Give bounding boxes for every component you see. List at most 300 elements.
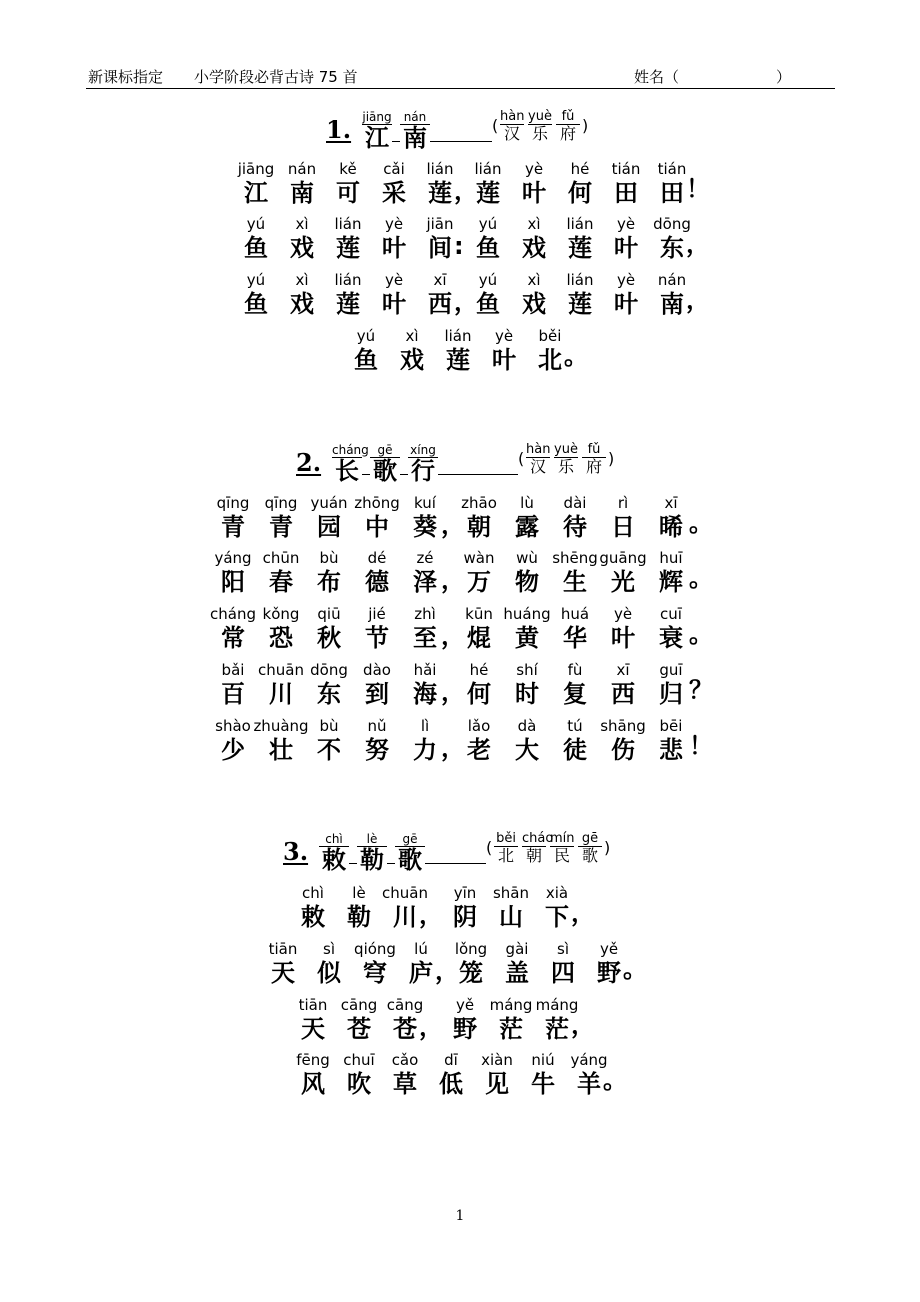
verse-hanzi: 黄 xyxy=(515,624,539,652)
title-dash xyxy=(438,474,518,475)
author-hanzi: 民 xyxy=(550,846,574,865)
title-hanzi: 歌 xyxy=(395,846,425,873)
verse-hanzi: 羊 xyxy=(577,1070,601,1098)
page-header xyxy=(86,64,835,89)
verse-pinyin: yīn xyxy=(453,884,477,902)
verse-hanzi: 泽 xyxy=(413,568,437,596)
verse-hanzi: 何 xyxy=(568,179,592,207)
author-paren-open: ( xyxy=(486,838,493,857)
verse-hanzi: 庐 xyxy=(409,959,433,987)
verse-pinyin: kě xyxy=(339,160,357,178)
verse-pinyin: yě xyxy=(455,996,475,1014)
verse-hanzi: 鱼 xyxy=(244,290,268,318)
verse-pinyin: cǎi xyxy=(383,160,405,178)
verse-pinyin: dōng xyxy=(653,215,691,233)
verse-hanzi: 戏 xyxy=(290,290,314,318)
verse-pinyin: tiān xyxy=(298,996,328,1014)
verse-pinyin: guī xyxy=(659,661,683,679)
verse-pinyin: xì xyxy=(295,215,309,233)
verse-pinyin: dé xyxy=(367,549,387,567)
verse-pinyin: zhì xyxy=(414,605,436,623)
verse-pinyin: lián xyxy=(426,160,454,178)
verse-hanzi: 戏 xyxy=(522,290,546,318)
poem-line xyxy=(205,717,713,764)
author-char xyxy=(556,110,580,143)
verse-pinyin: chuān xyxy=(382,884,428,902)
verse-hanzi: 秋 xyxy=(317,624,341,652)
title-pinyin: xíng xyxy=(410,443,436,457)
verse-pinyin: lè xyxy=(352,884,366,902)
verse-end-punct: 。 xyxy=(689,620,713,648)
verse-hanzi: 德 xyxy=(365,568,389,596)
verse-pinyin: xià xyxy=(545,884,569,902)
author-paren-open: ( xyxy=(492,116,499,135)
verse-mid-punct: ， xyxy=(441,566,465,594)
verse-pinyin: fēng xyxy=(296,1051,330,1069)
verse-hanzi: 勒 xyxy=(347,903,371,931)
verse-pinyin: hé xyxy=(570,160,590,178)
verse-pinyin: yú xyxy=(246,271,266,289)
verse-hanzi: 悲 xyxy=(659,736,683,764)
verse-hanzi: 北 xyxy=(538,346,562,374)
poem-author xyxy=(518,443,628,479)
author-char xyxy=(522,831,554,865)
author-paren-close: ) xyxy=(608,449,615,468)
verse-hanzi: 万 xyxy=(467,568,491,596)
verse-mid-punct: ， xyxy=(435,957,459,985)
verse-pinyin: hǎi xyxy=(413,661,437,679)
verse-pinyin: běi xyxy=(538,327,562,345)
verse-pinyin: zhuàng xyxy=(253,717,309,735)
verse-pinyin: bù xyxy=(319,717,339,735)
verse-hanzi: 东 xyxy=(660,234,684,262)
verse-hanzi: 盖 xyxy=(505,959,529,987)
verse-pinyin: shí xyxy=(516,661,538,679)
verse-pinyin: yè xyxy=(384,215,404,233)
poem-line xyxy=(205,549,713,596)
verse-pinyin: jiāng xyxy=(237,160,275,178)
verse-hanzi: 川 xyxy=(269,680,293,708)
verse-pinyin: huáng xyxy=(503,605,551,623)
verse-pinyin: bēi xyxy=(659,717,683,735)
title-hanzi: 敕 xyxy=(319,846,349,873)
title-char xyxy=(319,832,349,873)
verse-hanzi: 辉 xyxy=(659,568,683,596)
verse-end-punct: ， xyxy=(571,1011,595,1039)
verse-pinyin: lǎo xyxy=(467,717,491,735)
verse-mid-punct: ， xyxy=(441,511,465,539)
title-dash xyxy=(425,863,486,864)
verse-pinyin: tián xyxy=(611,160,641,178)
verse-hanzi: 田 xyxy=(614,179,638,207)
verse-hanzi: 衰 xyxy=(659,624,683,652)
verse-hanzi: 穹 xyxy=(363,959,387,987)
verse-hanzi: 西 xyxy=(428,290,452,318)
verse-hanzi: 茫 xyxy=(545,1015,569,1043)
verse-hanzi: 少 xyxy=(221,736,245,764)
title-pinyin: gē xyxy=(402,832,418,846)
verse-pinyin: xī xyxy=(433,271,447,289)
poem-line xyxy=(338,327,818,373)
verse-hanzi: 徒 xyxy=(563,736,587,764)
verse-pinyin: cǎo xyxy=(391,1051,419,1069)
title-pinyin: nán xyxy=(403,110,427,124)
verse-pinyin: qīng xyxy=(216,494,250,512)
verse-pinyin: sì xyxy=(557,940,569,958)
author-pinyin: hàn xyxy=(526,442,551,457)
poem-line xyxy=(228,271,708,317)
verse-pinyin: hé xyxy=(469,661,489,679)
verse-pinyin: yè xyxy=(524,160,544,178)
verse-pinyin: bù xyxy=(319,549,339,567)
verse-pinyin: bǎi xyxy=(221,661,245,679)
title-hanzi: 歌 xyxy=(370,457,400,484)
verse-pinyin: dà xyxy=(517,717,537,735)
verse-mid-punct: ， xyxy=(441,622,465,650)
verse-pinyin: yuán xyxy=(310,494,348,512)
verse-hanzi: 朝 xyxy=(467,513,491,541)
verse-pinyin: qiū xyxy=(317,605,341,623)
verse-hanzi: 低 xyxy=(439,1070,463,1098)
verse-hanzi: 山 xyxy=(499,903,523,931)
verse-hanzi: 见 xyxy=(485,1070,509,1098)
author-char xyxy=(550,832,574,865)
verse-hanzi: 物 xyxy=(515,568,539,596)
verse-pinyin: zhōng xyxy=(354,494,400,512)
verse-hanzi: 江 xyxy=(244,179,268,207)
verse-hanzi: 鱼 xyxy=(354,346,378,374)
author-pinyin: mín xyxy=(550,831,575,846)
verse-pinyin: lù xyxy=(520,494,534,512)
verse-pinyin: yè xyxy=(613,605,633,623)
title-char xyxy=(362,110,392,151)
poem-line xyxy=(205,494,713,541)
poem-line xyxy=(228,215,708,261)
verse-pinyin: shāng xyxy=(600,717,646,735)
author-char xyxy=(554,443,578,476)
title-char xyxy=(400,110,430,151)
verse-pinyin: yè xyxy=(384,271,404,289)
verse-mid-punct: ， xyxy=(419,901,443,929)
verse-pinyin: chuān xyxy=(258,661,304,679)
verse-mid-punct: ， xyxy=(454,177,478,205)
verse-pinyin: lián xyxy=(566,271,594,289)
verse-hanzi: 华 xyxy=(563,624,587,652)
verse-pinyin: niú xyxy=(531,1051,555,1069)
verse-mid-punct: ， xyxy=(441,678,465,706)
verse-hanzi: 生 xyxy=(563,568,587,596)
poem-line xyxy=(205,605,713,652)
poem-author xyxy=(492,110,602,146)
poem-line xyxy=(255,940,735,986)
header-title: 小学阶段必背古诗 75 首 xyxy=(194,68,358,86)
title-connector xyxy=(387,863,395,864)
verse-hanzi: 似 xyxy=(317,959,341,987)
author-hanzi: 汉 xyxy=(526,457,550,476)
verse-pinyin: tiān xyxy=(268,940,298,958)
verse-pinyin: rì xyxy=(617,494,629,512)
verse-hanzi: 叶 xyxy=(611,624,635,652)
verse-hanzi: 敕 xyxy=(301,903,325,931)
title-pinyin: jiāng xyxy=(362,110,392,124)
verse-hanzi: 戏 xyxy=(290,234,314,262)
verse-pinyin: lú xyxy=(414,940,428,958)
verse-pinyin: sì xyxy=(323,940,335,958)
verse-hanzi: 莲 xyxy=(476,179,500,207)
verse-hanzi: 风 xyxy=(301,1070,325,1098)
verse-hanzi: 野 xyxy=(453,1015,477,1043)
title-hanzi: 南 xyxy=(400,124,430,151)
verse-hanzi: 叶 xyxy=(382,234,406,262)
verse-hanzi: 鱼 xyxy=(244,234,268,262)
title-dash xyxy=(430,141,492,142)
author-char xyxy=(578,832,602,865)
verse-hanzi: 叶 xyxy=(522,179,546,207)
author-pinyin: fǔ xyxy=(561,109,575,124)
author-pinyin: hàn xyxy=(500,109,525,124)
verse-end-punct: ， xyxy=(686,286,710,314)
author-char xyxy=(500,110,524,143)
author-hanzi: 府 xyxy=(556,124,580,143)
verse-hanzi: 大 xyxy=(515,736,539,764)
title-char xyxy=(395,832,425,873)
poem-number: 1. xyxy=(326,115,352,144)
author-paren-close: ) xyxy=(582,116,589,135)
verse-pinyin: shēng xyxy=(552,549,598,567)
verse-hanzi: 戏 xyxy=(400,346,424,374)
author-pinyin: yuè xyxy=(528,109,552,124)
verse-hanzi: 牛 xyxy=(531,1070,555,1098)
verse-pinyin: tú xyxy=(567,717,583,735)
verse-hanzi: 海 xyxy=(413,680,437,708)
poem-author xyxy=(486,832,626,868)
verse-end-punct: ， xyxy=(686,230,710,258)
verse-pinyin: xiàn xyxy=(481,1051,513,1069)
verse-end-punct: ？ xyxy=(689,676,713,704)
verse-pinyin: dī xyxy=(444,1051,458,1069)
poem-number: 2. xyxy=(296,448,322,477)
verse-hanzi: 东 xyxy=(317,680,341,708)
verse-hanzi: 露 xyxy=(515,513,539,541)
verse-pinyin: yú xyxy=(246,215,266,233)
poem-line xyxy=(205,661,713,708)
verse-pinyin: yě xyxy=(599,940,619,958)
verse-hanzi: 叶 xyxy=(382,290,406,318)
page-number: 1 xyxy=(455,1208,465,1224)
title-pinyin: gē xyxy=(377,443,393,457)
verse-pinyin: jié xyxy=(368,605,386,623)
author-pinyin: běi xyxy=(496,831,516,846)
verse-pinyin: cháng xyxy=(210,605,256,623)
verse-pinyin: dào xyxy=(363,661,391,679)
verse-pinyin: kūn xyxy=(465,605,493,623)
verse-pinyin: cāng xyxy=(340,996,378,1014)
author-hanzi: 乐 xyxy=(554,457,578,476)
verse-hanzi: 天 xyxy=(271,959,295,987)
verse-hanzi: 青 xyxy=(269,513,293,541)
verse-pinyin: chuī xyxy=(343,1051,375,1069)
verse-hanzi: 恐 xyxy=(269,624,293,652)
verse-hanzi: 日 xyxy=(611,513,635,541)
title-char xyxy=(332,443,369,485)
verse-end-punct: 。 xyxy=(689,509,713,537)
verse-hanzi: 阴 xyxy=(453,903,477,931)
author-char xyxy=(494,832,518,865)
verse-pinyin: gài xyxy=(505,940,529,958)
verse-pinyin: dōng xyxy=(310,661,348,679)
verse-pinyin: guāng xyxy=(599,549,647,567)
verse-hanzi: 天 xyxy=(301,1015,325,1043)
verse-hanzi: 到 xyxy=(365,680,389,708)
verse-pinyin: fù xyxy=(567,661,583,679)
verse-hanzi: 焜 xyxy=(467,624,491,652)
verse-end-punct: 。 xyxy=(623,955,647,983)
verse-pinyin: xì xyxy=(295,271,309,289)
verse-hanzi: 西 xyxy=(611,680,635,708)
verse-end-punct: ， xyxy=(571,899,595,927)
author-hanzi: 府 xyxy=(582,457,606,476)
author-char xyxy=(526,443,550,476)
verse-hanzi: 间 xyxy=(428,234,452,262)
verse-pinyin: lián xyxy=(444,327,472,345)
title-hanzi: 行 xyxy=(408,457,438,484)
verse-hanzi: 葵 xyxy=(413,513,437,541)
author-char xyxy=(528,110,552,143)
title-hanzi: 勒 xyxy=(357,846,387,873)
title-connector xyxy=(349,863,357,864)
verse-mid-punct: ， xyxy=(419,1013,443,1041)
verse-pinyin: lián xyxy=(474,160,502,178)
author-hanzi: 北 xyxy=(494,846,518,865)
verse-pinyin: lì xyxy=(420,717,430,735)
verse-pinyin: jiān xyxy=(426,215,454,233)
verse-pinyin: máng xyxy=(489,996,533,1014)
poem-line xyxy=(285,996,765,1042)
verse-pinyin: chūn xyxy=(262,549,300,567)
verse-pinyin: yú xyxy=(356,327,376,345)
verse-hanzi: 春 xyxy=(269,568,293,596)
verse-mid-punct: ， xyxy=(441,734,465,762)
name-label: 姓名（ xyxy=(634,68,680,86)
verse-hanzi: 时 xyxy=(515,680,539,708)
verse-hanzi: 努 xyxy=(365,736,389,764)
verse-hanzi: 南 xyxy=(660,290,684,318)
verse-hanzi: 光 xyxy=(611,568,635,596)
verse-hanzi: 莲 xyxy=(336,234,360,262)
author-pinyin: fǔ xyxy=(587,442,601,457)
title-connector xyxy=(392,141,400,142)
verse-hanzi: 何 xyxy=(467,680,491,708)
verse-mid-punct: ， xyxy=(454,288,478,316)
verse-pinyin: shān xyxy=(492,884,530,902)
verse-end-punct: 。 xyxy=(603,1066,627,1094)
verse-pinyin: nǔ xyxy=(367,717,387,735)
verse-pinyin: máng xyxy=(535,996,579,1014)
name-close: ） xyxy=(776,68,792,86)
author-hanzi: 乐 xyxy=(528,124,552,143)
verse-end-punct: ！ xyxy=(689,732,713,760)
verse-pinyin: zé xyxy=(416,549,434,567)
verse-pinyin: shào xyxy=(215,717,251,735)
verse-pinyin: huá xyxy=(560,605,590,623)
verse-mid-punct: : xyxy=(454,232,464,260)
verse-hanzi: 叶 xyxy=(614,234,638,262)
author-paren-open: ( xyxy=(518,449,525,468)
verse-hanzi: 鱼 xyxy=(476,290,500,318)
verse-hanzi: 至 xyxy=(413,624,437,652)
verse-end-punct: 。 xyxy=(564,342,588,370)
verse-pinyin: cuī xyxy=(660,605,682,623)
verse-pinyin: xì xyxy=(527,271,541,289)
verse-end-punct: ！ xyxy=(686,175,710,203)
header-left: 新课标指定 xyxy=(88,68,164,86)
verse-pinyin: dài xyxy=(563,494,587,512)
verse-pinyin: yè xyxy=(616,271,636,289)
title-connector xyxy=(362,474,370,475)
title-pinyin: lè xyxy=(366,832,378,846)
title-char xyxy=(408,443,438,484)
verse-hanzi: 田 xyxy=(660,179,684,207)
verse-hanzi: 阳 xyxy=(221,568,245,596)
title-char xyxy=(357,832,387,873)
verse-hanzi: 莲 xyxy=(336,290,360,318)
verse-hanzi: 四 xyxy=(551,959,575,987)
verse-hanzi: 常 xyxy=(221,624,245,652)
verse-hanzi: 莲 xyxy=(568,234,592,262)
verse-pinyin: qióng xyxy=(354,940,396,958)
verse-hanzi: 中 xyxy=(365,513,389,541)
verse-pinyin: yú xyxy=(478,215,498,233)
verse-hanzi: 笼 xyxy=(459,959,483,987)
verse-hanzi: 节 xyxy=(365,624,389,652)
verse-hanzi: 苍 xyxy=(393,1015,417,1043)
verse-hanzi: 待 xyxy=(563,513,587,541)
verse-pinyin: lián xyxy=(566,215,594,233)
verse-hanzi: 茫 xyxy=(499,1015,523,1043)
verse-hanzi: 吹 xyxy=(347,1070,371,1098)
verse-pinyin: qīng xyxy=(264,494,298,512)
verse-pinyin: kǒng xyxy=(262,605,300,623)
verse-hanzi: 采 xyxy=(382,179,406,207)
verse-hanzi: 南 xyxy=(290,179,314,207)
verse-hanzi: 百 xyxy=(221,680,245,708)
verse-hanzi: 莲 xyxy=(446,346,470,374)
verse-pinyin: wàn xyxy=(463,549,495,567)
verse-hanzi: 叶 xyxy=(492,346,516,374)
verse-hanzi: 力 xyxy=(413,736,437,764)
verse-pinyin: nán xyxy=(287,160,317,178)
verse-hanzi: 莲 xyxy=(428,179,452,207)
verse-pinyin: yè xyxy=(494,327,514,345)
title-pinyin: cháng xyxy=(332,443,369,457)
verse-pinyin: zhāo xyxy=(461,494,497,512)
verse-pinyin: yú xyxy=(478,271,498,289)
verse-hanzi: 晞 xyxy=(659,513,683,541)
verse-pinyin: xì xyxy=(527,215,541,233)
verse-hanzi: 壮 xyxy=(269,736,293,764)
verse-pinyin: chì xyxy=(302,884,324,902)
verse-hanzi: 下 xyxy=(545,903,569,931)
verse-pinyin: lián xyxy=(334,215,362,233)
verse-pinyin: lǒng xyxy=(454,940,488,958)
poem-line xyxy=(285,884,765,930)
verse-hanzi: 鱼 xyxy=(476,234,500,262)
verse-hanzi: 园 xyxy=(317,513,341,541)
verse-hanzi: 野 xyxy=(597,959,621,987)
verse-pinyin: yè xyxy=(616,215,636,233)
verse-hanzi: 不 xyxy=(317,736,341,764)
verse-pinyin: yáng xyxy=(570,1051,608,1069)
